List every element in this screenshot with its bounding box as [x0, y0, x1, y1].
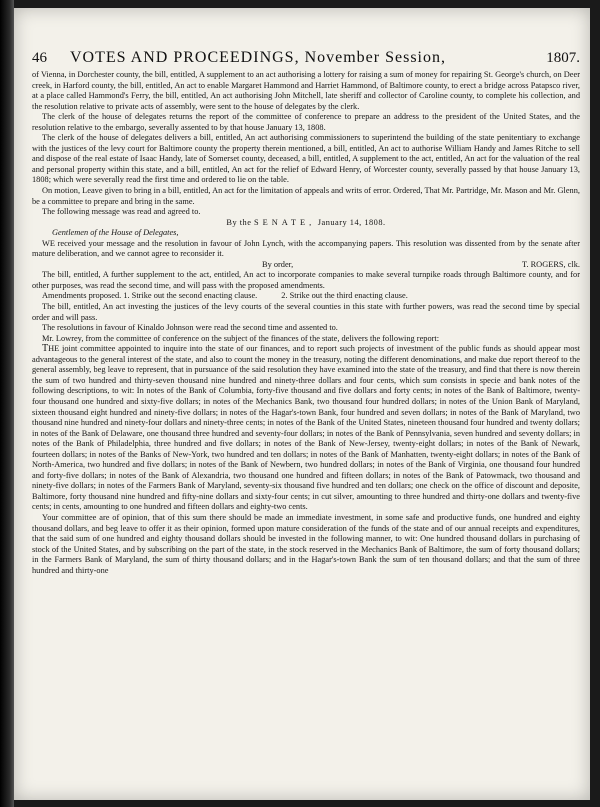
page-year: 1807.	[546, 50, 580, 66]
running-head	[32, 48, 580, 68]
paragraph: Mr. Lowrey, from the committee of conference on the subject of the finances of the state, delivers the following report:	[42, 333, 440, 343]
paragraph: The bill, entitled, A further supplement to the act, entitled, An act to incorporate companies to make several turnpike roads through Baltimore county, and for other purposes, was read the second time, and will pass with the proposed amendments.	[32, 270, 580, 290]
senate-date: January 14, 1808.	[317, 217, 386, 227]
report-paragraph: Your committee are of opinion, that of this sum there should be made an immediate investment, in some safe and productive funds, one hundred and eighty thousand dollars, and beg leave to offer it as their opinion, formed upon mature consideration of the funds of the state and of our annual receipts and expenditures, that the said sum of one hundred and eighty thousand dollars should be invested in the following manner, to wit: One hundred thousand dollars in purchasing of stock of the United States, and by subscribing on the part of the state, in the stock reserved in the Mechanics Bank of Baltimore, the sum of forty thousand dollars; in the Farmers Bank of Maryland, the sum of thirty thousand dollars; and in the Hagar's-town Bank the sum of ten thousand dollars; and that the sum of three hundred and thirty-one	[32, 512, 580, 575]
salutation: Gentlemen of the House of Delegates,	[52, 228, 179, 238]
report-paragraph: THE joint committee appointed to inquire into the state of our finances, and to report such projects of investment of the public funds as should appear most advantageous to the general interest of the state, and also to count the money in the treasury, noting the different denominations, and make due report thereof to the general assembly, beg leave to represent, that in pursuance of the said resolution they have examined into the state of the treasury, and find that there is now therein the sum of two hundred and thirty-seven thousand nine hundred and ninety-three dollars and four cents, which sum consists in specie and bank notes of the following descriptions, to wit: In notes of the Bank of Columbia, forty-five thousand and five dollars and forty cents; in notes of the Bank of Baltimore, twenty-four thousand one hundred and sixty-five dollars; in notes of the Mechanics Bank, two thousand four hundred dollars; in notes of the Union Bank of Maryland, sixteen thousand eight hundred and ninety-five dollars; in notes of the Hagar's-town Bank, four hundred and seven dollars; in notes of the Bank of Maryland, two thousand nine hundred and ninety-four dollars and ninety-three cents; in notes of the Bank of the United States, nineteen thousand four hundred and twenty dollars; in notes of the Bank of Delaware, one thousand three hundred and seventy-four dollars; in notes of the Bank of Pennsylvania, seven hundred and seventy dollars; in notes of the Bank of Philadelphia, three hundred and five dollars; in notes of the Bank of New-Jersey, twenty-eight dollars; in notes of the Bank of Newark, fourteen dollars; in notes of the Banks of New-York, two hundred and ten dollars; in notes of the Bank of Manhatten, twenty-eight dollars; in notes of the Bank of North-America, two hundred and five dollars; in notes of the Bank of Newbern, two hundred dollars; in notes of the Bank of Virginia, one thousand four hundred and forty-five dollars; in notes of the Bank of Alexandria, two thousand one hundred and fifteen dollars; in notes of the Bank of Patowmack, two thousand and ninety-five dollars; in notes of the Farmers Bank of Maryland, seventy-six thousand five hundred and ten dollars; one check on the office of discount and deposite, Baltimore, forty thousand nine hundred and fifty-nine dollars and sixty-four cents; in cut silver, amounting to three hundred and thirty-one dollars and twenty-five cents; in cents, amounting to one hundred and fifteen dollars and eighty-two cents.	[32, 343, 580, 512]
senate-heading	[32, 218, 580, 229]
paragraph: The following message was read and agreed to.	[42, 207, 201, 217]
page-number: 46	[32, 50, 47, 66]
scan-edge	[0, 0, 14, 807]
paragraph: of Vienna, in Dorchester county, the bill, entitled, A supplement to an act authorising a lottery for raising a sum of money for repairing St. George's church, on Deer creek, in Harford county, the bill, entitled, An act to enable Margaret Hammond and Harriet Hammond, of Baltimore county, to erect a bridge across Patapsco river, at a place called Hammond's Ferry, the bill, entitled, An act authorising John Mitchell, late sheriff and collector of Caroline county, to complete his collection, and the resolution relative to private acts of assembly, were sent to the house of delegates by the clerk.	[32, 70, 580, 111]
senate-message: WE received your message and the resolution in favour of John Lynch, with the accompanying papers. This resolution was dissented from by the senate after mature deliberation, and we cannot agree to reconsider it.	[32, 238, 580, 259]
clerk-signature: T. ROGERS, clk.	[521, 259, 580, 269]
paragraph: The clerk of the house of delegates returns the report of the committee of conference to prepare an address to the president of the United States, and the resolution relative to the embargo, severally assented to by that house January 13, 1808.	[32, 112, 580, 132]
by-order-line	[32, 260, 580, 271]
by-order-label: By order,	[262, 259, 294, 269]
page-title: VOTES AND PROCEEDINGS, November Session,	[70, 49, 446, 66]
paragraph: The resolutions in favour of Kinaldo Johnson were read the second time and assented to.	[42, 323, 338, 333]
amendment-first: Amendments proposed. 1. Strike out the second enacting clause.	[42, 291, 258, 301]
senate-prefix: By the	[226, 217, 252, 227]
paragraph: On motion, Leave given to bring in a bill, entitled, An act for the limitation of appeals and writs of error. Ordered, That Mr. Partridge, Mr. Mason and Mr. Glenn, be a committee to prepare and bring in the same.	[32, 186, 580, 206]
paragraph: The bill, entitled, An act investing the justices of the levy courts of the several counties in this state with further powers, was read the second time by special order and will pass.	[32, 302, 580, 322]
paragraph: The clerk of the house of delegates delivers a bill, entitled, An act authorising commissioners to superintend the building of the state penitentiary to exchange with the justices of the levy court for Baltimore county the property therein mentioned, a bill, entitled, An act to authorise William Handy and James Ritche to sell and dispose of the real estate of Isaac Handy, late of Somerset county, deceased, a bill, entitled, A supplement to the act, entitled, An act for the valuation of the real and personal property within this state, and a bill, entitled, An act for the relief of Edward Henry, of Worcester county, severally passed by that house January 13, 1808; which were severally read the first time and ordered to lie on the table.	[32, 133, 580, 185]
senate-word: SENATE,	[254, 217, 316, 227]
amendments-line	[32, 291, 580, 302]
amendment-second: 2. Strike out the third enacting clause.	[281, 291, 408, 301]
document-body	[32, 70, 580, 576]
